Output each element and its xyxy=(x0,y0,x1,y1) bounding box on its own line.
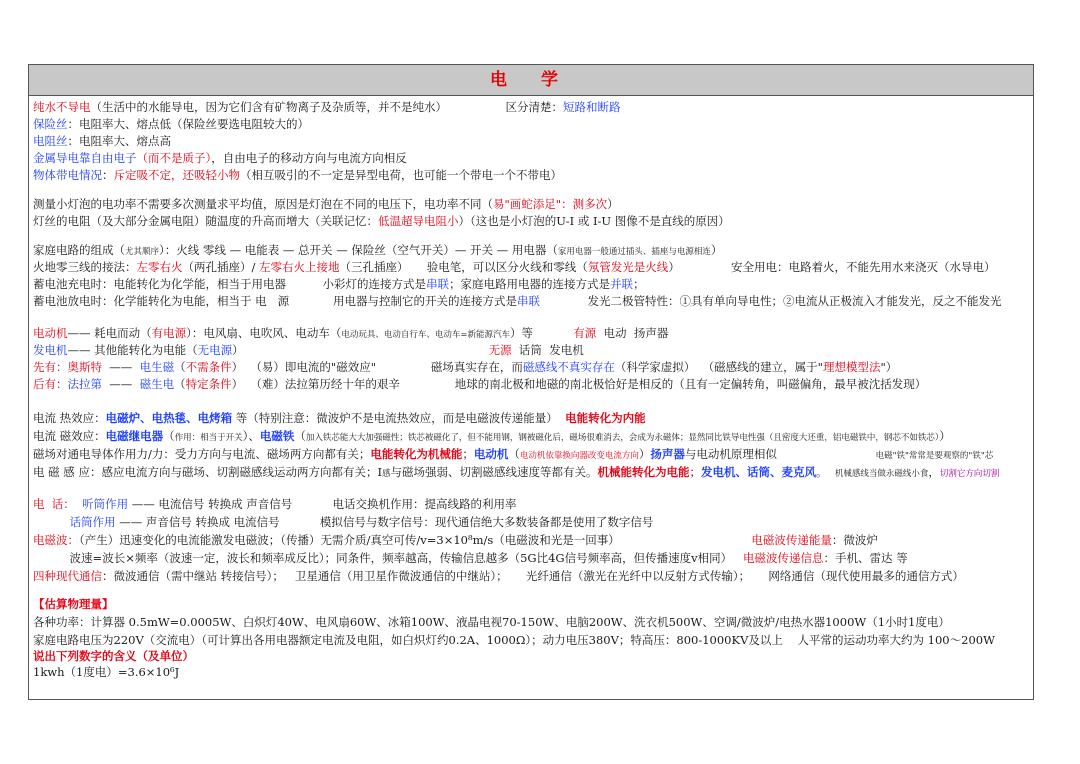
note-line xyxy=(33,98,1031,116)
note-text: 电 磁 感 应：感应电流方向与磁场、切割磁感线运动两方向都有关； xyxy=(33,465,378,479)
note-text: 不需条件 xyxy=(185,360,232,374)
note-text: 波速=波长×频率（波速一定，波长和频率成反比）；同条件，频率越高，传输信息越多（5G比4G信号频率高，但传播速度v相同） xyxy=(33,551,744,565)
note-text: 奥斯特 xyxy=(67,360,102,374)
note-text: 电动机 xyxy=(33,326,68,340)
note-text: ； xyxy=(689,465,702,479)
note-text: 发电机、话筒、麦克风 xyxy=(701,465,817,479)
note-line xyxy=(33,275,1031,293)
note-line xyxy=(33,324,1031,342)
note-text: —— 其他能转化为电能（ xyxy=(67,343,198,357)
note-text: ）等 xyxy=(510,326,574,340)
note-text: ） （易）即电流的"磁效应" 磁场真实存在，而 xyxy=(231,360,523,374)
note-line xyxy=(33,567,1031,585)
note-line xyxy=(33,375,1031,393)
note-text: ） xyxy=(607,197,619,211)
note-text: 左零右火 xyxy=(136,260,183,274)
note-text: 四种现代通信 xyxy=(33,569,102,583)
note-text: ：电阻率大、熔点低（保险丝要选电阻较大的） xyxy=(67,117,309,131)
note-text: 电流 热效应： xyxy=(33,411,106,425)
note-text: 话筒作用 xyxy=(69,515,116,529)
note-text: ）、 xyxy=(242,429,260,443)
note-line xyxy=(33,195,1031,213)
note-text: 家庭电路的组成（ xyxy=(33,243,125,257)
note-text: 电流 磁效应： xyxy=(33,429,106,443)
note-text: ：微波炉 xyxy=(831,533,878,547)
note-text: （ xyxy=(174,377,186,391)
note-text: 感 xyxy=(382,469,391,479)
note-text: ， xyxy=(928,465,940,479)
note-line xyxy=(33,258,1031,276)
note-line xyxy=(33,531,1031,549)
note-text: 电阻丝 xyxy=(33,134,68,148)
note-text: ： xyxy=(102,168,114,182)
note-text: 机械感线当做永磁线小食 xyxy=(834,469,929,479)
note-text: 扬声器 xyxy=(650,447,685,461)
note-text: 磁生电 xyxy=(139,377,175,391)
note-text: 灯丝的电阻（及大部分金属电阻）随温度的升高而增大（关联记忆： xyxy=(33,214,378,228)
note-line xyxy=(33,427,1031,445)
note-text: —— xyxy=(102,377,140,391)
note-text: 斥定吸不定，还吸轻小物 xyxy=(113,168,240,182)
note-text: 测量小灯泡的电功率不需要多次测量求平均值，原因是灯泡在不同的电压下，电功率不同（ xyxy=(33,197,493,211)
note-text: 【估算物理量】 xyxy=(33,597,114,611)
note-line xyxy=(33,613,1031,631)
note-line xyxy=(33,445,1031,463)
note-text: 电磁铁 xyxy=(259,429,295,443)
note-text: （ xyxy=(508,447,520,461)
note-text: ） 安全用电：电路着火，不能先用水来浇灭（水导电） xyxy=(668,260,996,274)
note-text: （科学家虚拟） （磁感线的建立，属于" xyxy=(614,360,823,374)
note-text xyxy=(33,515,70,529)
note-text: —— 耗电而动（ xyxy=(67,326,152,340)
note-text: ） xyxy=(638,447,651,461)
note-text: 电能转化为内能 xyxy=(565,411,646,425)
note-text: 等（特别注意：微波炉不是电流热效应，而是电磁波传递能量） xyxy=(232,411,566,425)
note-text: （生活中的水能导电，因为它们含有矿物离子及杂质等，并不是纯水） 区分清楚： xyxy=(90,100,563,114)
note-text: 蓄电池放电时：化学能转化为电能，相当于 电 源 用电器与控制它的开关的连接方式是 xyxy=(33,294,517,308)
note-text: 磁场对通电导体作用力/力：受力方向与电流、磁场两方向都有关； xyxy=(33,447,371,461)
note-text: 串联 xyxy=(516,294,540,308)
note-text: I xyxy=(377,465,383,479)
notes-sheet xyxy=(28,64,1034,700)
note-text: 加入铁芯能大大加强磁性；铁芯被磁化了，但不能用钢，钢被磁化后，磁场很难消去，会成为永磁体；显然同比铁导电性强（且密度大还重，铝电磁铁中，钢芯不如铁芯） xyxy=(305,433,940,443)
note-text: 发电机 xyxy=(33,343,68,357)
note-line xyxy=(33,241,1031,259)
note-text: 电磁继电器 xyxy=(105,429,164,443)
note-line xyxy=(33,132,1031,150)
note-text: 后有： xyxy=(33,377,68,391)
note-text: （ xyxy=(163,429,175,443)
note-text: 与电动机原理相似 xyxy=(684,447,876,461)
note-text: ； xyxy=(633,277,645,291)
note-text: 各种功率：计算器 0.5mW=0.0005W、白炽灯40W、电风扇60W、冰箱100W、液晶电视70-150W、电脑200W、洗衣机500W、空调/微波炉/电热水器1000W（1小时1度电） xyxy=(33,615,950,629)
note-text: （而不是质子） xyxy=(136,151,212,165)
note-line xyxy=(33,663,1031,681)
note-text: 电 话： xyxy=(33,497,75,511)
note-text: 电动 扬声器 xyxy=(596,326,669,340)
note-line xyxy=(33,341,1031,359)
note-line xyxy=(33,166,1031,184)
note-text: 蓄电池充电时：电能转化为化学能，相当于用电器 小彩灯的连接方式是 xyxy=(33,277,427,291)
note-text: ，自由电子的移动方向与电流方向相反 xyxy=(211,151,407,165)
note-line xyxy=(33,513,1031,531)
note-line xyxy=(33,495,1031,513)
note-text: 电磁波传递能量 xyxy=(751,533,832,547)
note-text: （ xyxy=(294,429,306,443)
note-text: 左零右火上接地 xyxy=(259,260,340,274)
note-text: —— 声音信号 转换成 电流信号 模拟信号与数字信号：现代通信绝大多数装备都是使用了数字信号 xyxy=(115,515,654,529)
sheet-title: 电 学 xyxy=(29,65,1033,96)
note-text: 作用：相当于开关 xyxy=(174,433,243,443)
note-text: （ xyxy=(174,360,186,374)
note-text: 切割它方向切割 xyxy=(939,469,1000,479)
note-text: 氖管发光是火线 xyxy=(587,260,669,274)
note-text: 。 xyxy=(816,465,835,479)
note-text: 与磁场强弱、切割磁感线速度等都有关。 xyxy=(390,465,598,479)
note-text: 电磁"铁"常常是要观察的"铁"芯 xyxy=(875,451,994,461)
note-text: "） xyxy=(880,360,898,374)
note-text: 无源 xyxy=(488,343,512,357)
note-text: 1kwh（1度电）=3.6×10⁶J xyxy=(33,665,180,679)
note-text: ） xyxy=(232,343,489,357)
note-text: ：微波通信（需中继站 转接信号）； 卫星通信（用卫星作微波通信的中继站）； 光纤通信（激光在光纤中以反射方式传输）； 网络通信（现代使用最多的通信方式） xyxy=(102,569,964,583)
note-text: 家庭电路电压为220V（交流电）（可计算出各用电器额定电流及电阻，如白炽灯约0.2A、1000Ω）；动力电压380V；特高压：800-1000KV及以上 人平常的运动功率大约为 100～200W xyxy=(33,633,995,647)
note-text: 电磁波传递信息 xyxy=(743,551,824,565)
note-text: 电动玩具、电动自行车、电动车=新能源汽车 xyxy=(341,330,511,340)
note-text: 机械能转化为电能 xyxy=(597,465,690,479)
note-text: 电磁炉、电热毯、电烤箱 xyxy=(105,411,233,425)
note-text: ； xyxy=(462,447,474,461)
note-text: 有电源 xyxy=(151,326,187,340)
note-text: 发光二极管特性：①具有单向导电性；②电流从正极流入才能发光，反之不能发光 xyxy=(539,294,1002,308)
note-text: 短路和断路 xyxy=(562,100,621,114)
note-text: 先有： xyxy=(33,360,68,374)
note-line xyxy=(33,549,1031,567)
note-text: —— 电流信号 转换成 声音信号 电话交换机作用：提高线路的利用率 xyxy=(128,497,517,511)
note-text: 电磁波： xyxy=(33,533,79,547)
note-line xyxy=(33,409,1031,427)
note-text: 听筒作用 xyxy=(74,497,129,511)
note-text: ） xyxy=(710,243,723,257)
note-text: 纯水不导电 xyxy=(33,100,91,114)
note-text: （产生）迅速变化的电流能激发电磁波；（传播）无需介质/真空可传/v=3×10⁸m/s（电磁波和光是一回事） xyxy=(79,533,752,547)
note-line xyxy=(33,292,1031,310)
note-text: 金属导电靠自由电子 xyxy=(33,151,137,165)
note-text: 无电源 xyxy=(197,343,233,357)
note-line xyxy=(33,358,1031,376)
note-text: ） xyxy=(939,429,951,443)
note-text: 电动机依靠换向器改变电流方向 xyxy=(519,451,639,461)
note-line xyxy=(33,463,1031,481)
note-text: 并联 xyxy=(610,277,634,291)
note-text: 特定条件 xyxy=(185,377,232,391)
note-text: ：手机、雷达 等 xyxy=(823,551,908,565)
note-text: 磁感线不真实存在 xyxy=(522,360,615,374)
note-text: 低温超导电阻小 xyxy=(378,214,459,228)
note-text: 有源 xyxy=(573,326,597,340)
note-text: 电动机 xyxy=(473,447,509,461)
note-text: （相互吸引的不一定是异型电荷，也可能一个带电一个不带电） xyxy=(240,168,562,182)
note-text: 火地零三线的接法： xyxy=(33,260,137,274)
note-text: ：电阻率大、熔点高 xyxy=(67,134,171,148)
note-text: 尤其顺序 xyxy=(125,247,160,257)
note-text: 理想模型法 xyxy=(822,360,881,374)
note-text: 物体带电情况 xyxy=(33,168,102,182)
note-text: 保险丝 xyxy=(33,117,68,131)
note-text: 电能转化为机械能 xyxy=(370,447,463,461)
note-text: 家用电器一般通过插头、插座与电源相连 xyxy=(557,247,711,257)
note-text: 电生磁 xyxy=(139,360,175,374)
note-line xyxy=(33,149,1031,167)
note-text: ）：电风扇、电吹风、电动车（ xyxy=(186,326,342,340)
note-text: 法拉第 xyxy=(67,377,102,391)
note-text: 话筒 发电机 xyxy=(511,343,584,357)
note-line xyxy=(33,115,1031,133)
note-text: 说出下列数字的含义（及单位） xyxy=(33,649,194,663)
note-text: 易"画蛇添足"：测多次 xyxy=(493,197,608,211)
note-text: ；家庭电路用电器的连接方式是 xyxy=(449,277,611,291)
note-text: （三孔插座） 验电笔，可以区分火线和零线（ xyxy=(339,260,588,274)
note-line xyxy=(33,212,1031,230)
note-text: ）：火线 零线 — 电能表 — 总开关 — 保险丝（空气开关）— 开关 — 用电器（ xyxy=(159,243,558,257)
note-text: ） （难）法拉第历经十年的艰辛 地球的南北极和地磁的南北极恰好是相反的（且有一定偏转角，叫磁偏角，最早被沈括发现） xyxy=(231,377,927,391)
note-line xyxy=(33,595,1031,613)
note-text: ）（这也是小灯泡的U-I 或 I-U 图像不是直线的原因） xyxy=(458,214,730,228)
note-text: 串联 xyxy=(426,277,450,291)
note-text: （两孔插座）/ xyxy=(182,260,260,274)
note-text: —— xyxy=(102,360,140,374)
